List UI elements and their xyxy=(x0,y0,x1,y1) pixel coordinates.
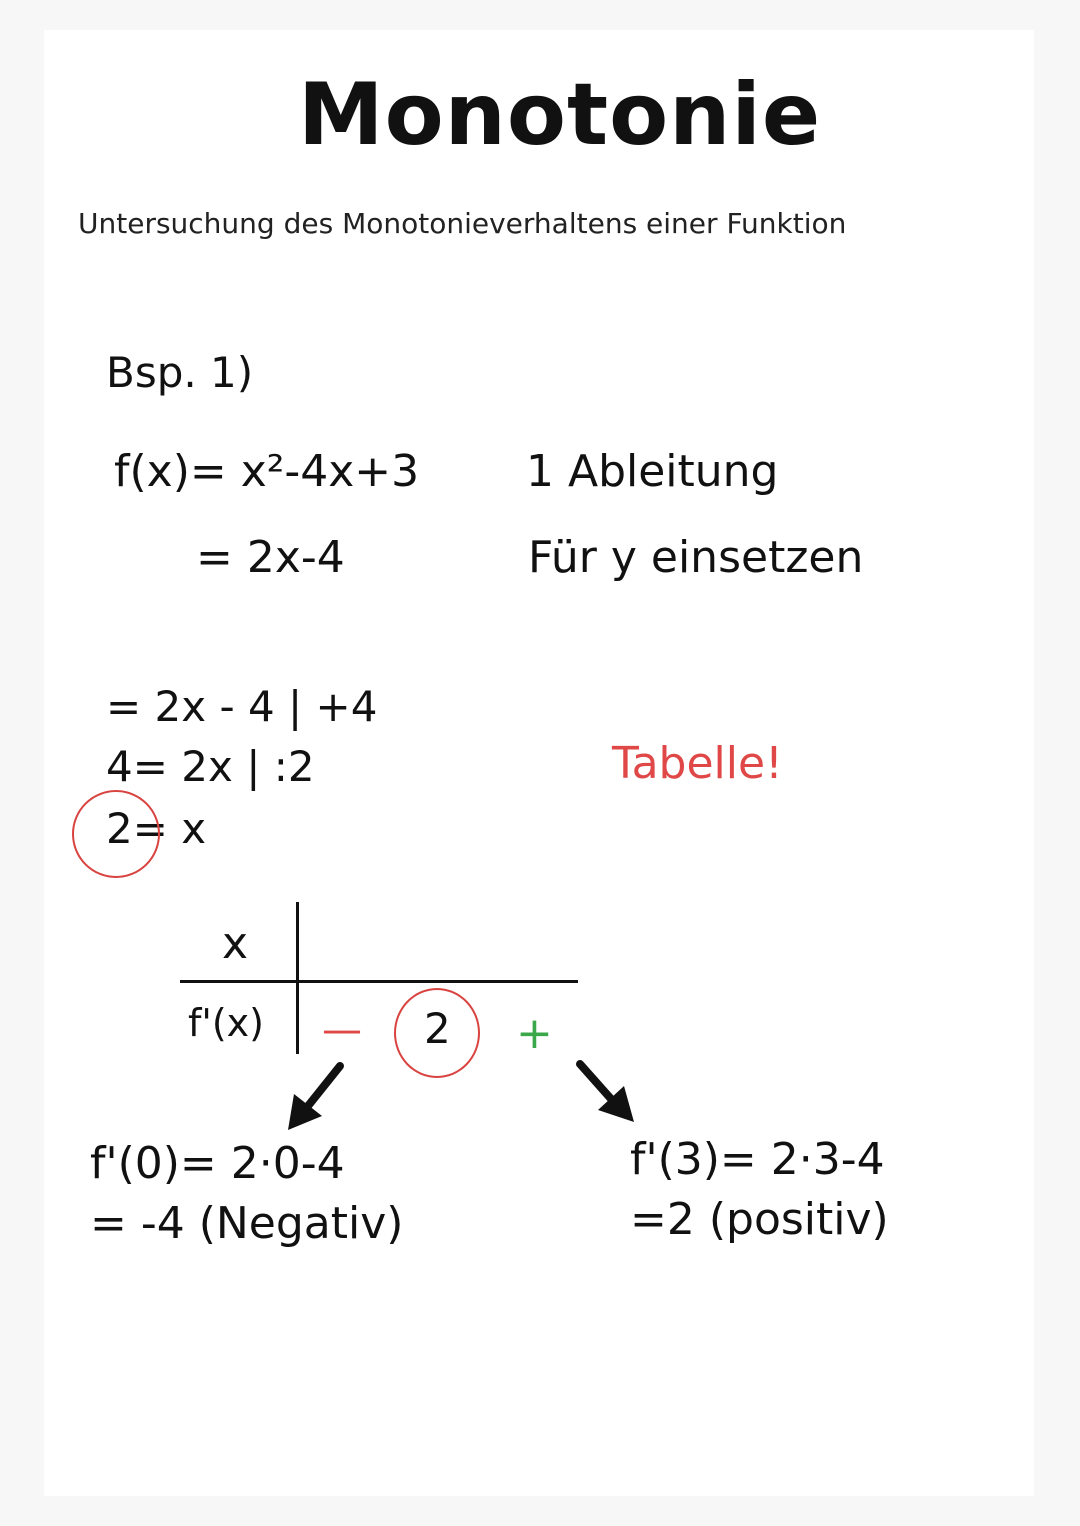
derivative-expression: = 2x-4 xyxy=(196,532,345,583)
check-right-line-1: f'(3)= 2·3-4 xyxy=(630,1134,885,1185)
solve-step-3: 2= x xyxy=(106,804,207,853)
solve-step-1: = 2x - 4 | +4 xyxy=(106,682,378,731)
page-title: Monotonie xyxy=(298,65,822,165)
function-definition: f(x)= x²-4x+3 xyxy=(114,446,420,497)
check-left-line-1: f'(0)= 2·0-4 xyxy=(90,1138,345,1189)
negative-sign: — xyxy=(322,1007,362,1053)
arrow-down-right-icon xyxy=(580,1064,634,1122)
check-right-line-2: =2 (positiv) xyxy=(630,1194,889,1245)
arrow-down-left-icon xyxy=(288,1066,340,1130)
note-derivative: 1 Ableitung xyxy=(526,446,779,497)
example-label: Bsp. 1) xyxy=(106,348,254,397)
note-table: Tabelle! xyxy=(612,738,783,789)
note-insert: Für y einsetzen xyxy=(528,532,864,583)
check-left-line-2: = -4 (Negativ) xyxy=(90,1198,404,1249)
table-fprime-label: f'(x) xyxy=(188,1001,264,1045)
solve-step-2: 4= 2x | :2 xyxy=(106,742,315,791)
positive-sign: + xyxy=(516,1008,553,1059)
critical-point-value: 2 xyxy=(424,1004,451,1053)
table-x-label: x xyxy=(222,918,249,969)
page-subtitle: Untersuchung des Monotonieverhaltens einer Funktion xyxy=(78,207,847,240)
